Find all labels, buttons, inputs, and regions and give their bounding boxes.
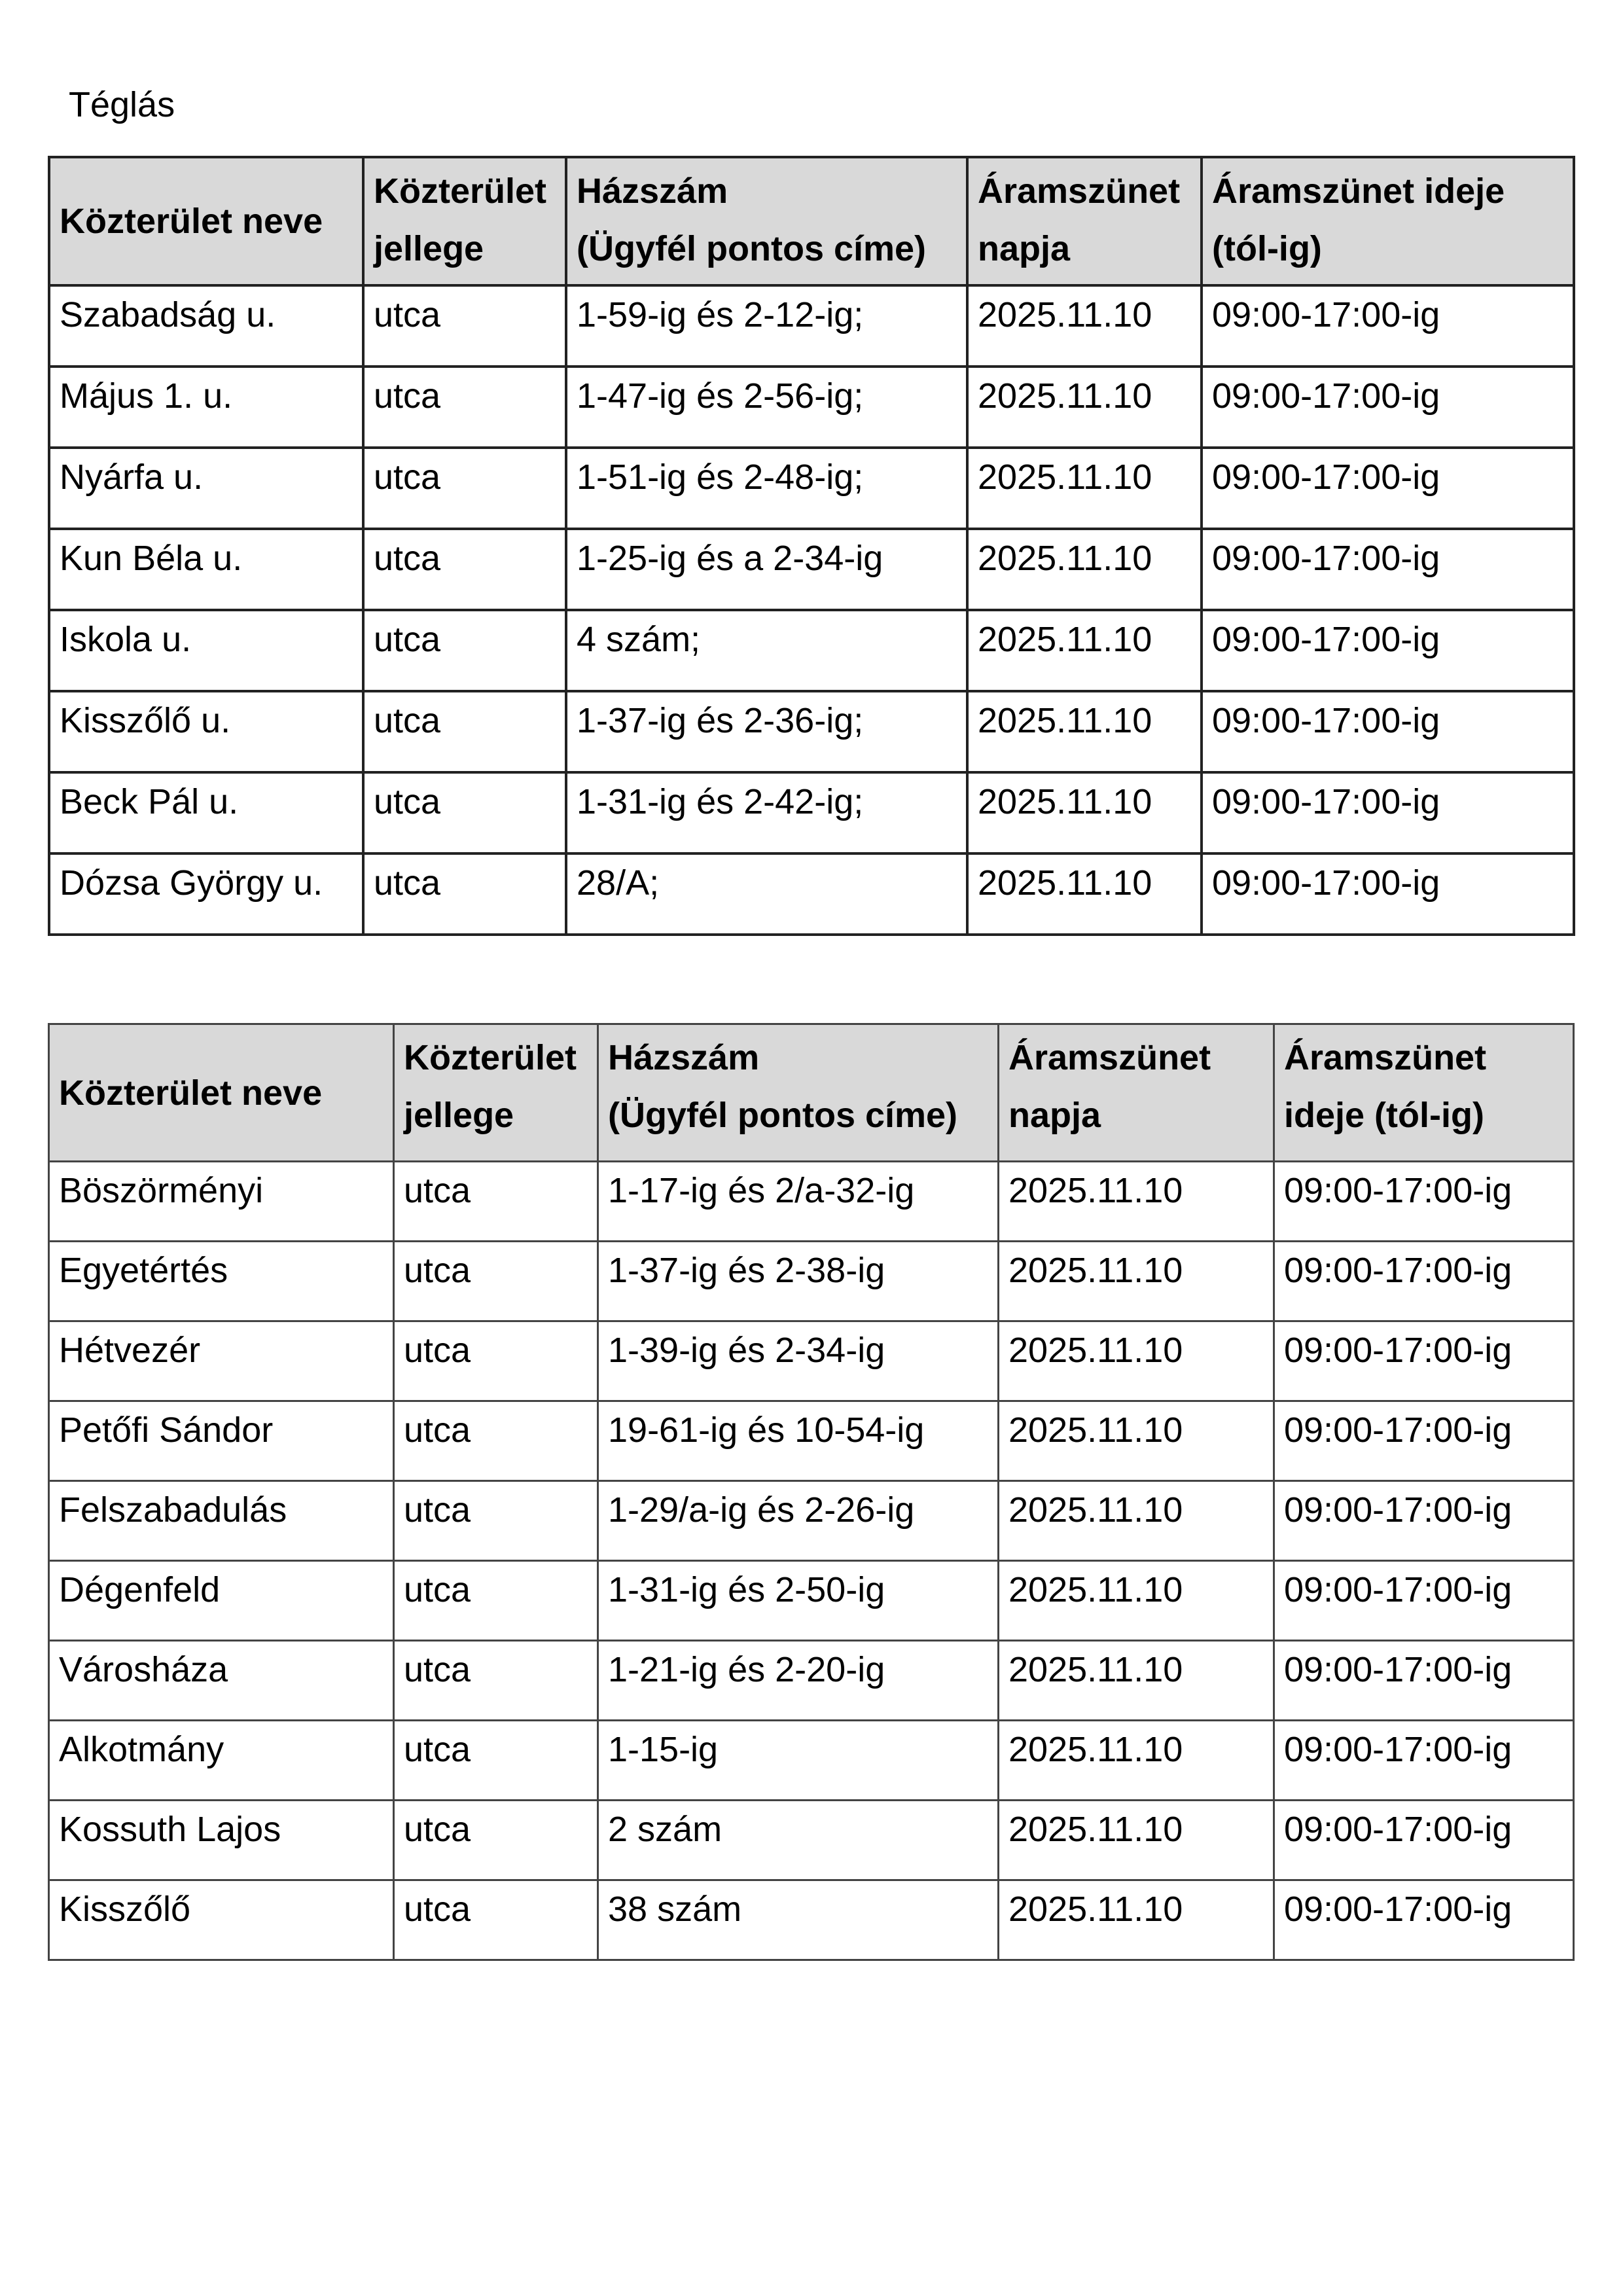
outage-time-cell: 09:00-17:00-ig (1274, 1321, 1574, 1401)
house-number-cell: 1-29/a-ig és 2-26-ig (598, 1481, 999, 1561)
page-title: Téglás (69, 85, 175, 124)
street-type-cell: utca (394, 1801, 598, 1880)
header-line: Közterület (404, 1038, 577, 1077)
header-house-number (598, 1024, 999, 1162)
street-name-cell: Városháza (49, 1641, 394, 1721)
house-number-cell: 1-31-ig és 2-50-ig (598, 1561, 999, 1641)
street-name-cell: Iskola u. (49, 610, 363, 691)
table-row (49, 610, 1574, 691)
header-line: Áramszünet (978, 171, 1181, 211)
outage-date-cell: 2025.11.10 (999, 1162, 1274, 1242)
street-type-cell: utca (363, 610, 566, 691)
header-outage-date (999, 1024, 1274, 1162)
header-line: (tól-ig) (1212, 229, 1322, 268)
street-type-cell: utca (394, 1242, 598, 1321)
header-line: Áramszünet (1284, 1038, 1487, 1077)
street-name-cell: Május 1. u. (49, 367, 363, 448)
outage-date-cell: 2025.11.10 (967, 367, 1202, 448)
header-street-type (394, 1024, 598, 1162)
header-line: Házszám (608, 1038, 760, 1077)
outage-date-cell: 2025.11.10 (999, 1641, 1274, 1721)
street-type-cell: utca (363, 367, 566, 448)
table-header-row (49, 157, 1574, 285)
table-row (49, 1321, 1574, 1401)
outage-date-cell: 2025.11.10 (999, 1242, 1274, 1321)
table-row (49, 1721, 1574, 1801)
table-row (49, 448, 1574, 529)
house-number-cell: 1-39-ig és 2-34-ig (598, 1321, 999, 1401)
header-line: Közterület (374, 171, 547, 211)
house-number-cell: 1-17-ig és 2/a-32-ig (598, 1162, 999, 1242)
table-row (49, 529, 1574, 610)
header-outage-time (1274, 1024, 1574, 1162)
table-row (49, 691, 1574, 772)
table-header-row (49, 1024, 1574, 1162)
house-number-cell: 19-61-ig és 10-54-ig (598, 1401, 999, 1481)
header-line: (Ügyfél pontos címe) (608, 1096, 958, 1135)
header-line: jellege (374, 229, 484, 268)
table-row (49, 285, 1574, 367)
street-name-cell: Böszörményi (49, 1162, 394, 1242)
outage-date-cell: 2025.11.10 (967, 610, 1202, 691)
table-row (49, 1801, 1574, 1880)
street-name-cell: Kossuth Lajos (49, 1801, 394, 1880)
outage-date-cell: 2025.11.10 (967, 772, 1202, 853)
street-type-cell: utca (394, 1162, 598, 1242)
street-type-cell: utca (394, 1641, 598, 1721)
header-line: jellege (404, 1096, 514, 1135)
house-number-cell: 1-25-ig és a 2-34-ig (566, 529, 967, 610)
table-row (49, 1561, 1574, 1641)
table-row (49, 1162, 1574, 1242)
header-street-name (49, 157, 363, 285)
street-type-cell: utca (363, 285, 566, 367)
house-number-cell: 1-59-ig és 2-12-ig; (566, 285, 967, 367)
street-name-cell: Hétvezér (49, 1321, 394, 1401)
house-number-cell: 1-47-ig és 2-56-ig; (566, 367, 967, 448)
street-type-cell: utca (394, 1481, 598, 1561)
header-house-number (566, 157, 967, 285)
street-type-cell: utca (394, 1321, 598, 1401)
outage-time-cell: 09:00-17:00-ig (1274, 1401, 1574, 1481)
header-street-name (49, 1024, 394, 1162)
header-line: (Ügyfél pontos címe) (577, 229, 927, 268)
outage-time-cell: 09:00-17:00-ig (1274, 1641, 1574, 1721)
outage-time-cell: 09:00-17:00-ig (1202, 772, 1574, 853)
house-number-cell: 2 szám (598, 1801, 999, 1880)
street-name-cell: Beck Pál u. (49, 772, 363, 853)
street-name-cell: Felszabadulás (49, 1481, 394, 1561)
outage-table-2 (48, 1023, 1575, 1961)
street-name-cell: Dégenfeld (49, 1561, 394, 1641)
street-type-cell: utca (363, 448, 566, 529)
header-street-name-text: Közterület neve (60, 202, 323, 241)
outage-date-cell: 2025.11.10 (967, 529, 1202, 610)
header-line: ideje (tól-ig) (1284, 1096, 1484, 1135)
table-row (49, 853, 1574, 935)
outage-date-cell: 2025.11.10 (967, 853, 1202, 935)
street-type-cell: utca (363, 691, 566, 772)
table-row (49, 772, 1574, 853)
table-row (49, 1481, 1574, 1561)
street-name-cell: Nyárfa u. (49, 448, 363, 529)
street-name-cell: Szabadság u. (49, 285, 363, 367)
house-number-cell: 1-15-ig (598, 1721, 999, 1801)
street-type-cell: utca (363, 853, 566, 935)
outage-time-cell: 09:00-17:00-ig (1202, 448, 1574, 529)
outage-time-cell: 09:00-17:00-ig (1202, 529, 1574, 610)
outage-time-cell: 09:00-17:00-ig (1274, 1721, 1574, 1801)
outage-date-cell: 2025.11.10 (999, 1321, 1274, 1401)
outage-date-cell: 2025.11.10 (967, 448, 1202, 529)
header-line: napja (1008, 1096, 1101, 1135)
house-number-cell: 28/A; (566, 853, 967, 935)
outage-table-1 (48, 156, 1575, 936)
street-type-cell: utca (363, 529, 566, 610)
header-line: Áramszünet ideje (1212, 171, 1505, 211)
outage-time-cell: 09:00-17:00-ig (1274, 1801, 1574, 1880)
outage-time-cell: 09:00-17:00-ig (1202, 691, 1574, 772)
outage-time-cell: 09:00-17:00-ig (1274, 1481, 1574, 1561)
outage-time-cell: 09:00-17:00-ig (1202, 367, 1574, 448)
house-number-cell: 1-21-ig és 2-20-ig (598, 1641, 999, 1721)
table-row (49, 1401, 1574, 1481)
street-name-cell: Alkotmány (49, 1721, 394, 1801)
header-outage-time (1202, 157, 1574, 285)
outage-date-cell: 2025.11.10 (999, 1481, 1274, 1561)
header-line: napja (978, 229, 1071, 268)
header-street-type (363, 157, 566, 285)
table-row (49, 1242, 1574, 1321)
street-type-cell: utca (363, 772, 566, 853)
street-name-cell: Dózsa György u. (49, 853, 363, 935)
street-type-cell: utca (394, 1561, 598, 1641)
outage-time-cell: 09:00-17:00-ig (1274, 1561, 1574, 1641)
outage-date-cell: 2025.11.10 (999, 1401, 1274, 1481)
house-number-cell: 4 szám; (566, 610, 967, 691)
table-row (49, 1880, 1574, 1960)
header-line: Áramszünet (1008, 1038, 1211, 1077)
outage-date-cell: 2025.11.10 (999, 1801, 1274, 1880)
street-type-cell: utca (394, 1880, 598, 1960)
outage-time-cell: 09:00-17:00-ig (1202, 853, 1574, 935)
header-street-name-text: Közterület neve (59, 1073, 323, 1113)
table-row (49, 1641, 1574, 1721)
street-name-cell: Kun Béla u. (49, 529, 363, 610)
house-number-cell: 1-37-ig és 2-36-ig; (566, 691, 967, 772)
header-outage-date (967, 157, 1202, 285)
outage-time-cell: 09:00-17:00-ig (1274, 1242, 1574, 1321)
street-name-cell: Petőfi Sándor (49, 1401, 394, 1481)
house-number-cell: 1-31-ig és 2-42-ig; (566, 772, 967, 853)
street-name-cell: Kisszőlő (49, 1880, 394, 1960)
street-type-cell: utca (394, 1721, 598, 1801)
house-number-cell: 1-37-ig és 2-38-ig (598, 1242, 999, 1321)
table-row (49, 367, 1574, 448)
outage-date-cell: 2025.11.10 (967, 285, 1202, 367)
outage-date-cell: 2025.11.10 (967, 691, 1202, 772)
outage-time-cell: 09:00-17:00-ig (1202, 285, 1574, 367)
street-name-cell: Kisszőlő u. (49, 691, 363, 772)
house-number-cell: 38 szám (598, 1880, 999, 1960)
outage-time-cell: 09:00-17:00-ig (1274, 1880, 1574, 1960)
outage-date-cell: 2025.11.10 (999, 1721, 1274, 1801)
header-line: Házszám (577, 171, 728, 211)
outage-time-cell: 09:00-17:00-ig (1274, 1162, 1574, 1242)
outage-date-cell: 2025.11.10 (999, 1880, 1274, 1960)
outage-date-cell: 2025.11.10 (999, 1561, 1274, 1641)
house-number-cell: 1-51-ig és 2-48-ig; (566, 448, 967, 529)
street-name-cell: Egyetértés (49, 1242, 394, 1321)
street-type-cell: utca (394, 1401, 598, 1481)
outage-time-cell: 09:00-17:00-ig (1202, 610, 1574, 691)
